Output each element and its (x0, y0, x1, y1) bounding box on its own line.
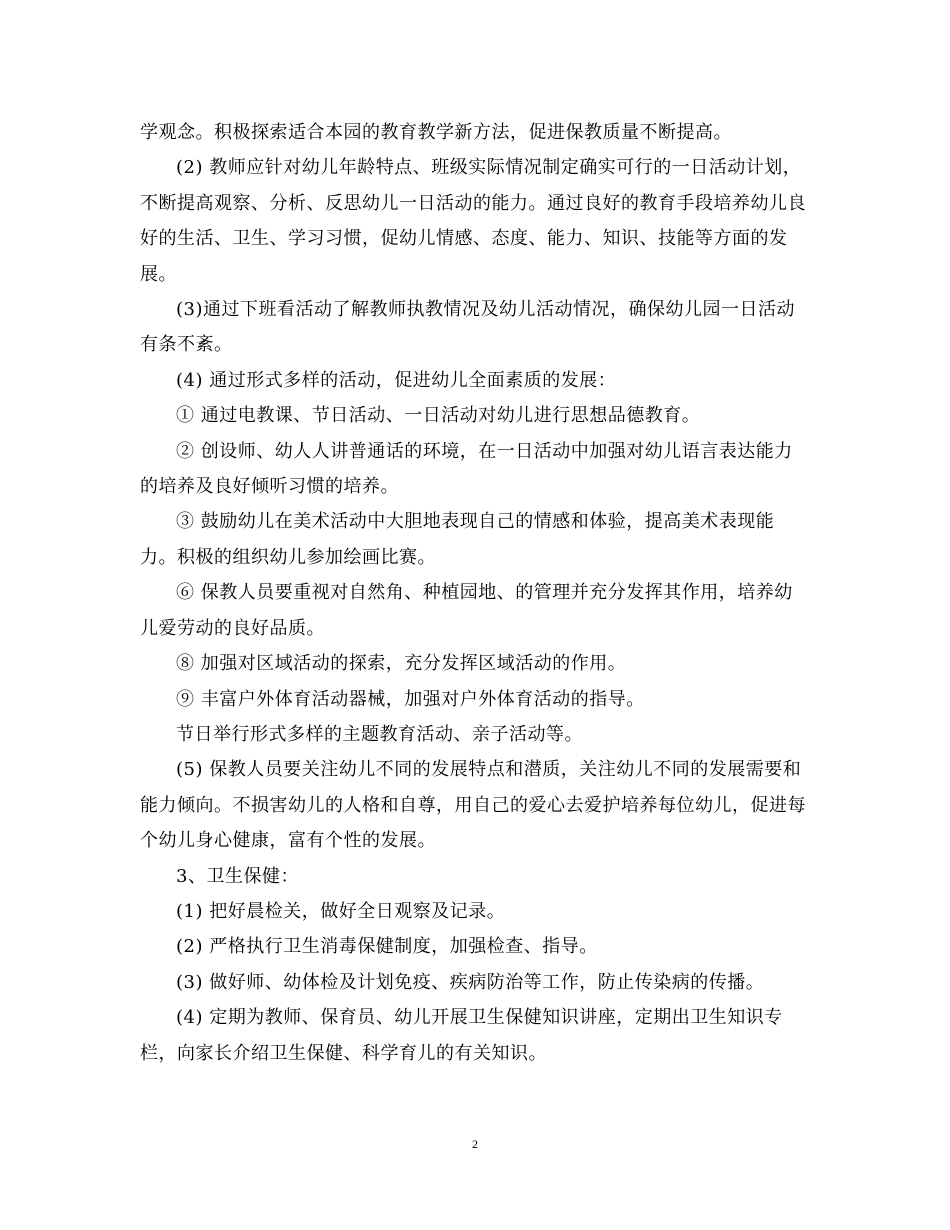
text-line: ② 创设师、幼人人讲普通话的环境，在一日活动中加强对幼儿语言表达能力 (176, 440, 793, 462)
text-line: ⑥ 保教人员要重视对自然角、种植园地、的管理并充分发挥其作用，培养幼 (176, 582, 793, 604)
text-line: 儿爱劳动的良好品质。 (140, 617, 325, 639)
text-line: (3)通过下班看活动了解教师执教情况及幼儿活动情况，确保幼儿园一日活动 (176, 299, 795, 321)
text-line: ① 通过电教课、节日活动、一日活动对幼儿进行思想品德教育。 (176, 405, 701, 427)
text-line: (4) 定期为教师、保育员、幼儿开展卫生保健知识讲座，定期出卫生知识专 (176, 1007, 783, 1029)
text-line: (2) 严格执行卫生消毒保健制度，加强检查、指导。 (176, 936, 598, 958)
text-line: 能力倾向。不损害幼儿的人格和自尊，用自己的爱心去爱护培养每位幼儿，促进每 (140, 794, 806, 816)
text-line: 展。 (140, 263, 177, 285)
text-line: (2) 教师应针对幼儿年龄特点、班级实际情况制定确实可行的一日活动计划， (176, 157, 802, 179)
text-line: ⑧ 加强对区域活动的探索，充分发挥区域活动的作用。 (176, 653, 627, 675)
text-line: (4) 通过形式多样的活动，促进幼儿全面素质的发展： (176, 369, 617, 391)
text-line: (3) 做好师、幼体检及计划免疫、疾病防治等工作，防止传染病的传播。 (176, 971, 765, 993)
text-line: ③ 鼓励幼儿在美术活动中大胆地表现自己的情感和体验，提高美术表现能 (176, 511, 775, 533)
text-line: 的培养及良好倾听习惯的培养。 (140, 476, 399, 498)
text-line: 个幼儿身心健康，富有个性的发展。 (140, 830, 436, 852)
page-number: 2 (472, 1137, 478, 1151)
text-line: 栏，向家长介绍卫生保健、科学育儿的有关知识。 (140, 1042, 547, 1064)
text-line: 节日举行形式多样的主题教育活动、亲子活动等。 (176, 723, 583, 745)
text-line: 有条不紊。 (140, 334, 233, 356)
document-body (140, 115, 815, 1071)
text-line: 好的生活、卫生、学习习惯，促幼儿情感、态度、能力、知识、技能等方面的发 (140, 228, 788, 250)
text-line: (1) 把好晨检关，做好全日观察及记录。 (176, 900, 506, 922)
text-line: 不断提高观察、分析、反思幼儿一日活动的能力。通过良好的教育手段培养幼儿良 (140, 192, 806, 214)
text-line: ⑨ 丰富户外体育活动器械，加强对户外体育活动的指导。 (176, 688, 645, 710)
text-line: 学观念。积极探索适合本园的教育教学新方法，促进保教质量不断提高。 (140, 122, 732, 143)
text-line: 力。积极的组织幼儿参加绘画比赛。 (140, 546, 436, 568)
text-line: 3、卫生保健： (176, 865, 299, 887)
text-line: (5) 保教人员要关注幼儿不同的发展特点和潜质，关注幼儿不同的发展需要和 (176, 759, 802, 781)
body-text (140, 115, 815, 1071)
